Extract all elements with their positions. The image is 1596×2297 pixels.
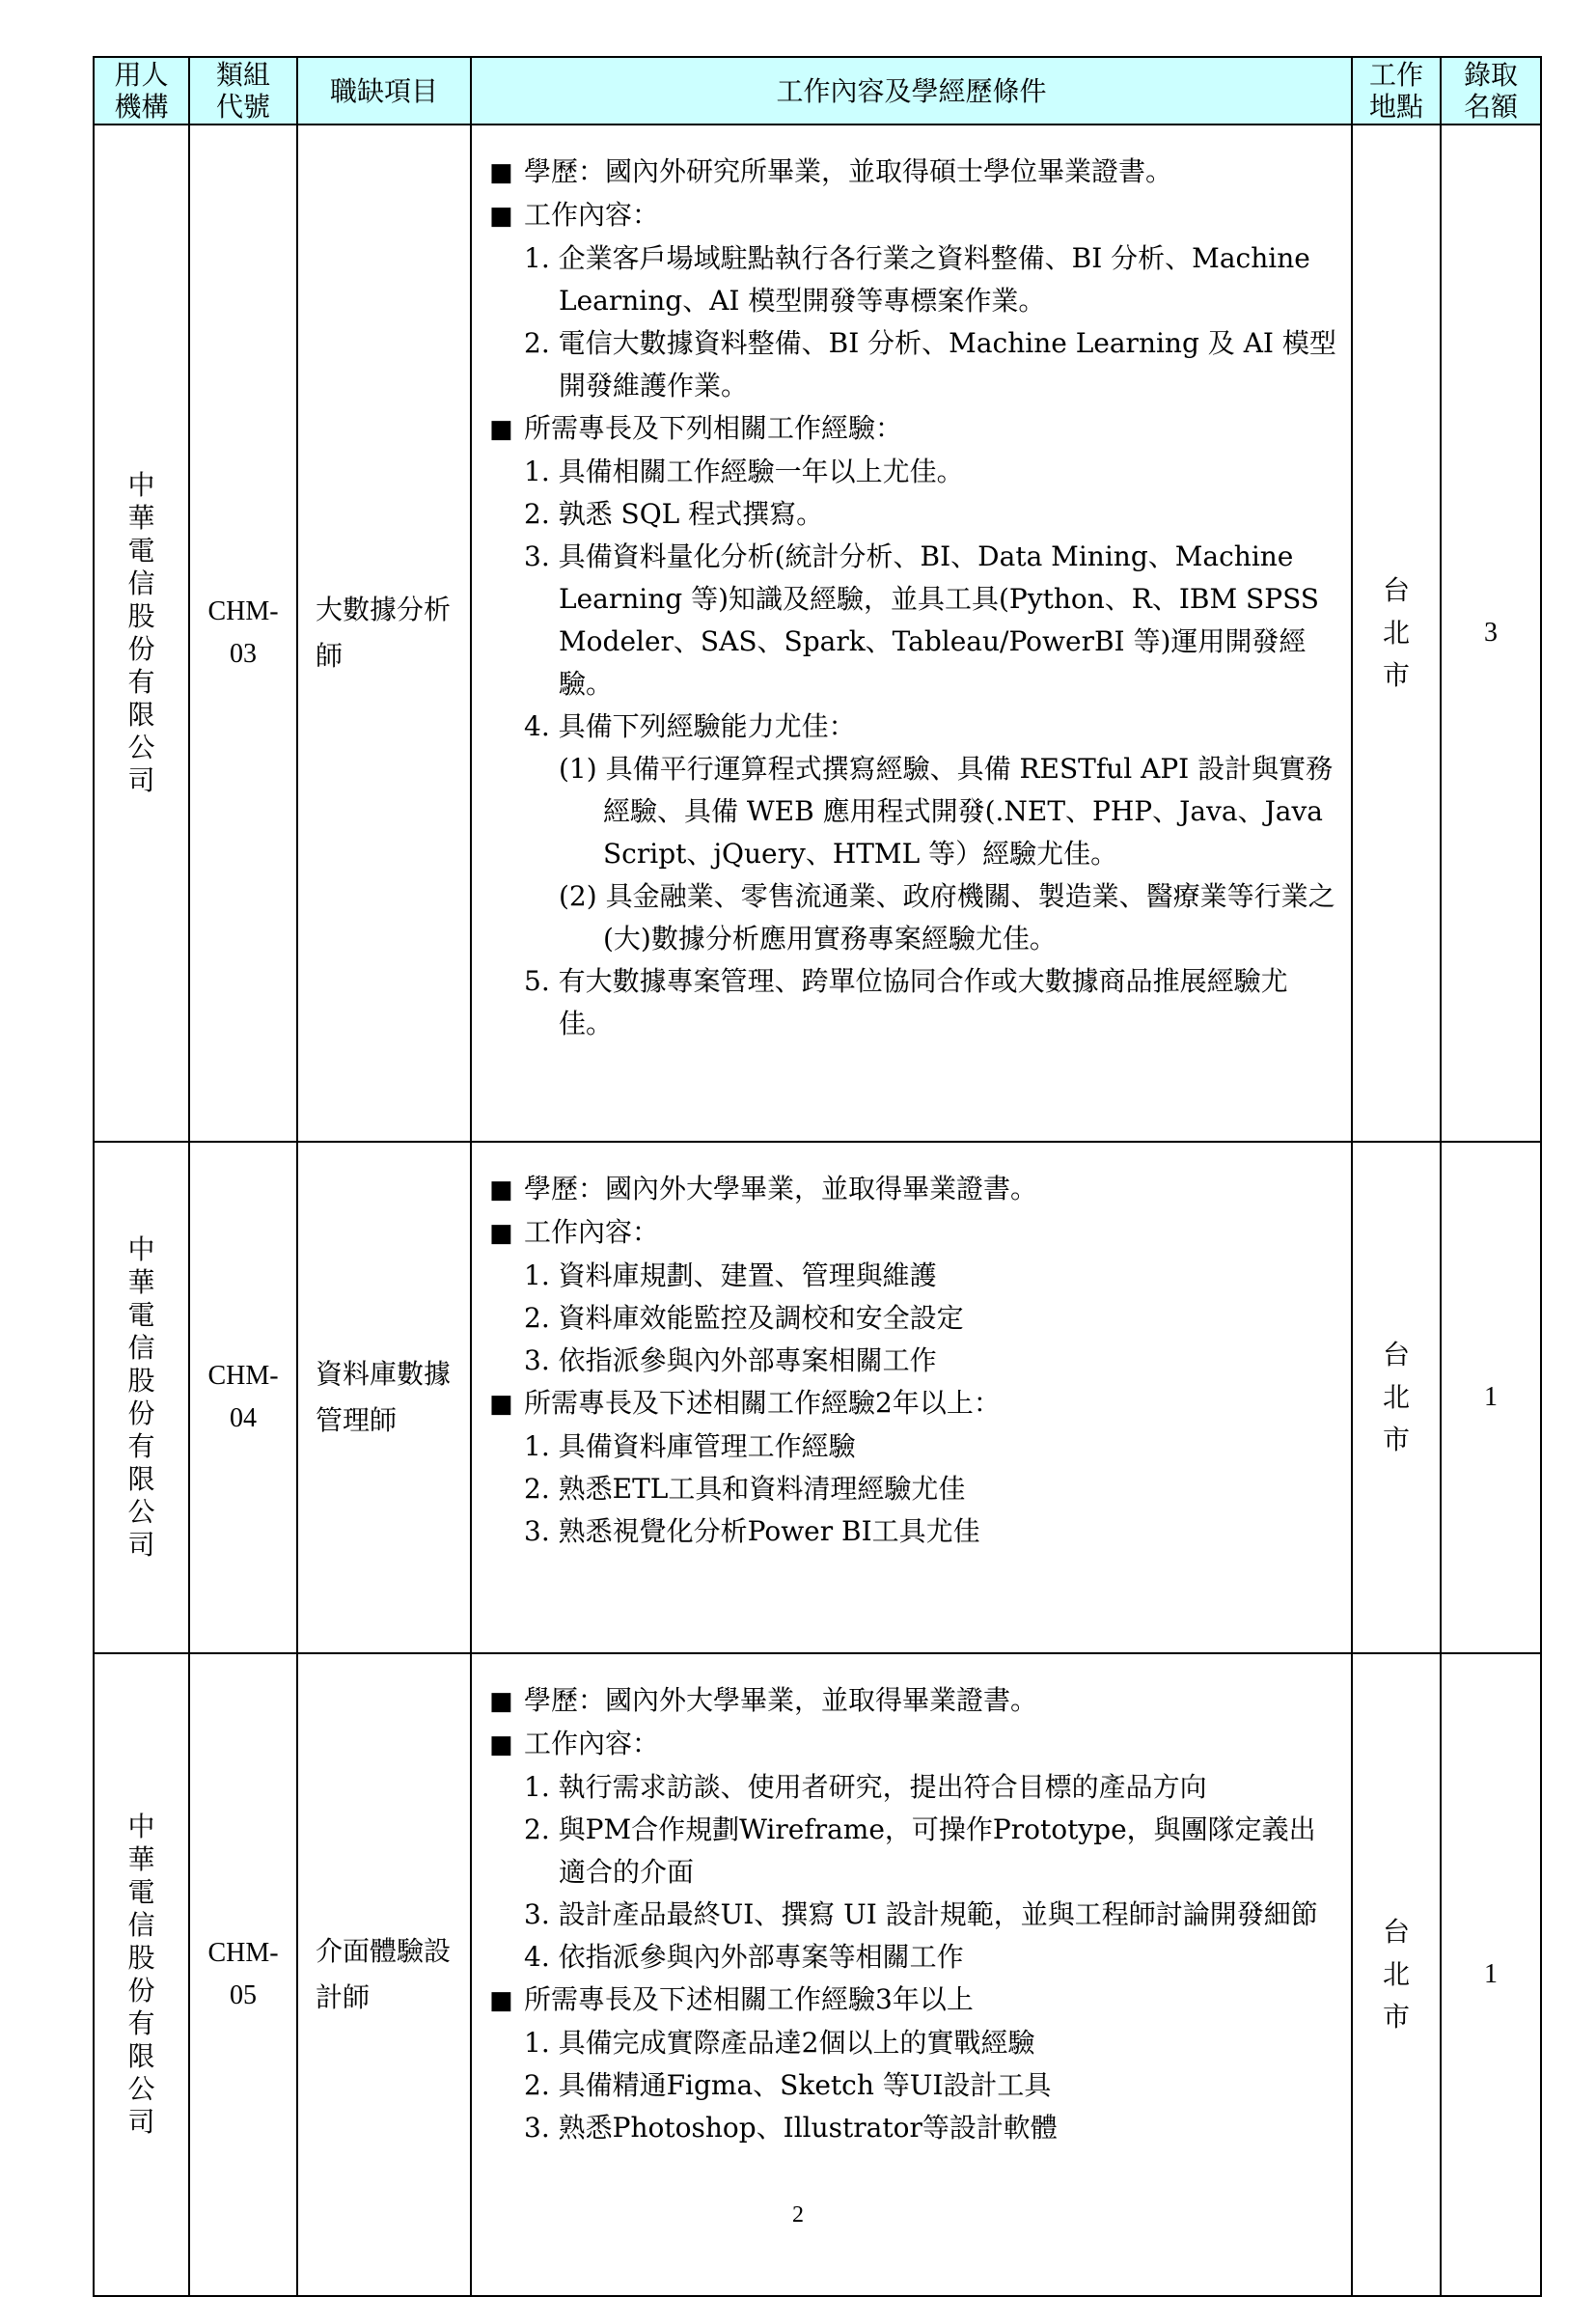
list-item — [489, 536, 1337, 706]
location-text: 台北市 — [1382, 574, 1410, 691]
item-text: 具備精通Figma、Sketch 等UI設計工具 — [558, 2069, 1052, 2101]
code-number: 04 — [230, 1403, 257, 1433]
job-row — [94, 1653, 1541, 2296]
item-number: 1. — [524, 456, 550, 487]
list-item — [489, 2022, 1337, 2064]
quota-cell: 3 — [1441, 125, 1541, 1142]
item-text: 企業客戶場域駐點執行各行業之資料整備、BI 分析、Machine Learning、AI 模型開發等專標案作業。 — [558, 242, 1310, 317]
job-title: 大數據分析師 — [297, 125, 471, 1142]
item-number: 4. — [524, 1941, 550, 1973]
item-text: 執行需求訪談、使用者研究，提出符合目標的產品方向 — [558, 1771, 1207, 1803]
job-row — [94, 125, 1541, 1142]
section-heading — [489, 1382, 1337, 1425]
section-heading — [489, 1723, 1337, 1766]
item-text: 與PM合作規劃Wireframe，可操作Prototype，與團隊定義出適合的介面 — [558, 1813, 1316, 1888]
item-text: 具備相關工作經驗一年以上尤佳。 — [558, 456, 964, 487]
list-item — [489, 2064, 1337, 2107]
location-text: 台北市 — [1382, 1916, 1410, 2033]
sub-item-text: 具金融業、零售流通業、政府機關、製造業、醫療業等行業之(大)數據分析應用實務專案經驗尤佳。 — [603, 880, 1335, 955]
item-number: 2. — [524, 1813, 550, 1845]
list-item — [489, 322, 1337, 407]
sub-item — [489, 875, 1337, 960]
code-cell — [189, 1142, 297, 1653]
item-number: 1. — [524, 2027, 550, 2059]
section-label: 學歷：國內外研究所畢業，並取得碩士學位畢業證書。 — [524, 155, 1173, 187]
section-heading — [489, 1211, 1337, 1255]
section-label: 學歷：國內外大學畢業，並取得畢業證書。 — [524, 1173, 1038, 1204]
item-text: 熟悉ETL工具和資料清理經驗尤佳 — [558, 1473, 966, 1505]
list-item — [489, 960, 1337, 1045]
job-title: 資料庫數據管理師 — [297, 1142, 471, 1653]
org-cell — [94, 1142, 189, 1653]
code-prefix: CHM- — [207, 596, 279, 626]
code-cell — [189, 1653, 297, 2296]
header-org-line: 用人 — [114, 59, 169, 91]
item-text: 熟悉Photoshop、Illustrator等設計軟體 — [558, 2112, 1058, 2144]
item-text: 具備下列經驗能力尤佳： — [558, 710, 856, 742]
list-item — [489, 451, 1337, 493]
square-bullet-icon: ■ — [489, 158, 513, 187]
org-name: 中華電信股份有限公司 — [127, 1233, 155, 1561]
header-quota — [1441, 57, 1541, 125]
section-label: 所需專長及下列相關工作經驗： — [524, 412, 903, 444]
section-label: 工作內容： — [524, 1216, 660, 1248]
page-number: 2 — [792, 2202, 804, 2228]
header-org-line: 機構 — [114, 91, 169, 123]
list-item — [489, 2107, 1337, 2149]
list-item — [489, 1297, 1337, 1340]
list-item — [489, 1766, 1337, 1809]
header-content: 工作內容及學經歷條件 — [471, 57, 1352, 125]
item-text: 孰悉 SQL 程式撰寫。 — [558, 498, 824, 530]
header-location — [1352, 57, 1441, 125]
sub-item-number: (1) — [559, 753, 597, 785]
section-label: 工作內容： — [524, 1728, 660, 1759]
sub-item-text: 具備平行運算程式撰寫經驗、具備 RESTful API 設計與實務經驗、具備 WEB 應用程式開發(.NET、PHP、Java、Java Script、jQuery、HTML 等）經驗尤佳。 — [603, 753, 1334, 870]
header-code — [189, 57, 297, 125]
item-text: 資料庫效能監控及調校和安全設定 — [558, 1302, 964, 1334]
header-code-line: 類組 — [215, 59, 270, 91]
list-item — [489, 1340, 1337, 1382]
code-cell — [189, 125, 297, 1142]
item-text: 有大數據專案管理、跨單位協同合作或大數據商品推展經驗尤佳。 — [558, 965, 1288, 1039]
list-item — [489, 1809, 1337, 1894]
location-cell — [1352, 125, 1441, 1142]
item-number: 3. — [524, 1898, 550, 1930]
item-number: 3. — [524, 2112, 550, 2144]
location-cell — [1352, 1653, 1441, 2296]
item-number: 2. — [524, 327, 550, 359]
item-text: 具備資料庫管理工作經驗 — [558, 1430, 856, 1462]
header-code-line: 代號 — [215, 91, 270, 123]
job-title: 介面體驗設計師 — [297, 1653, 471, 2296]
section-heading — [489, 1168, 1337, 1211]
section-label: 所需專長及下述相關工作經驗3年以上 — [524, 1983, 974, 2015]
location-cell — [1352, 1142, 1441, 1653]
section-heading — [489, 151, 1337, 194]
job-content — [471, 125, 1352, 1142]
job-row — [94, 1142, 1541, 1653]
list-item — [489, 1468, 1337, 1510]
org-name: 中華電信股份有限公司 — [127, 1811, 155, 2138]
item-number: 2. — [524, 1473, 550, 1505]
square-bullet-icon: ■ — [489, 1687, 513, 1716]
header-quota-line: 名額 — [1463, 91, 1518, 123]
item-number: 2. — [524, 2069, 550, 2101]
quota-cell: 1 — [1441, 1142, 1541, 1653]
section-label: 所需專長及下述相關工作經驗2年以上： — [524, 1387, 1001, 1419]
item-number: 3. — [524, 1515, 550, 1547]
square-bullet-icon: ■ — [489, 1986, 513, 2015]
list-item — [489, 1510, 1337, 1553]
location-text: 台北市 — [1382, 1339, 1410, 1455]
header-row — [94, 57, 1541, 125]
item-text: 電信大數據資料整備、BI 分析、Machine Learning 及 AI 模型開發維護作業。 — [558, 327, 1336, 401]
item-text: 資料庫規劃、建置、管理與維護 — [558, 1259, 937, 1291]
org-cell — [94, 125, 189, 1142]
square-bullet-icon: ■ — [489, 202, 513, 231]
item-text: 熟悉視覺化分析Power BI工具尤佳 — [558, 1515, 980, 1547]
item-number: 2. — [524, 498, 550, 530]
code-prefix: CHM- — [207, 1938, 279, 1968]
header-title: 職缺項目 — [297, 57, 471, 125]
item-number: 1. — [524, 1259, 550, 1291]
section-heading — [489, 194, 1337, 237]
section-heading — [489, 1979, 1337, 2022]
header-org — [94, 57, 189, 125]
sub-item-number: (2) — [559, 880, 597, 912]
list-item — [489, 493, 1337, 536]
list-item — [489, 1936, 1337, 1979]
square-bullet-icon: ■ — [489, 1730, 513, 1759]
org-cell — [94, 1653, 189, 2296]
list-item — [489, 1894, 1337, 1936]
section-heading — [489, 1679, 1337, 1723]
item-number: 2. — [524, 1302, 550, 1334]
item-text: 具備資料量化分析(統計分析、BI、Data Mining、Machine Learning 等)知識及經驗，並具工具(Python、R、IBM SPSS Modeler、SAS、Spark、Tableau/PowerBI 等)運用開發經驗。 — [558, 540, 1319, 700]
square-bullet-icon: ■ — [489, 1176, 513, 1204]
item-number: 5. — [524, 965, 550, 997]
item-text: 依指派參與內外部專案等相關工作 — [558, 1941, 964, 1973]
list-item — [489, 1255, 1337, 1297]
item-number: 3. — [524, 540, 550, 572]
header-location-line: 工作 — [1368, 59, 1423, 91]
sub-item — [489, 748, 1337, 875]
code-number: 05 — [230, 1980, 257, 2010]
list-item — [489, 1425, 1337, 1468]
item-text: 設計產品最終UI、撰寫 UI 設計規範，並與工程師討論開發細節 — [558, 1898, 1318, 1930]
job-content — [471, 1653, 1352, 2296]
job-content — [471, 1142, 1352, 1653]
list-item — [489, 237, 1337, 322]
header-quota-line: 錄取 — [1463, 59, 1518, 91]
square-bullet-icon: ■ — [489, 1390, 513, 1419]
square-bullet-icon: ■ — [489, 415, 513, 444]
section-label: 學歷：國內外大學畢業，並取得畢業證書。 — [524, 1684, 1038, 1716]
job-table — [93, 56, 1542, 2297]
list-item — [489, 706, 1337, 748]
item-text: 具備完成實際產品達2個以上的實戰經驗 — [558, 2027, 1035, 2059]
square-bullet-icon: ■ — [489, 1219, 513, 1248]
item-number: 4. — [524, 710, 550, 742]
item-text: 依指派參與內外部專案相關工作 — [558, 1344, 937, 1376]
item-number: 3. — [524, 1344, 550, 1376]
item-number: 1. — [524, 1771, 550, 1803]
code-number: 03 — [230, 639, 257, 669]
section-heading — [489, 407, 1337, 451]
code-prefix: CHM- — [207, 1361, 279, 1391]
org-name: 中華電信股份有限公司 — [127, 469, 155, 796]
section-label: 工作內容： — [524, 199, 660, 231]
item-number: 1. — [524, 1430, 550, 1462]
header-location-line: 地點 — [1368, 91, 1423, 123]
quota-cell: 1 — [1441, 1653, 1541, 2296]
item-number: 1. — [524, 242, 550, 274]
